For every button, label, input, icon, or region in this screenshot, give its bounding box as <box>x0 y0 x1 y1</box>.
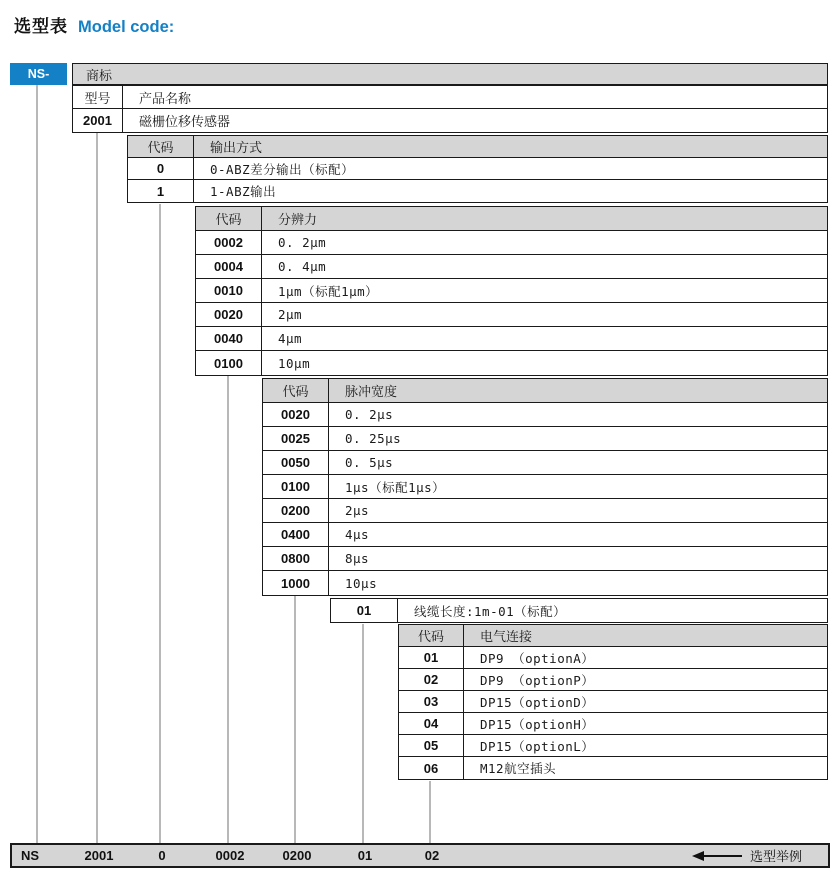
brand-label: 商标 <box>86 67 113 83</box>
desc-cell: 4μs <box>345 527 370 542</box>
code-cell: 0010 <box>196 279 262 302</box>
output-mode-table <box>127 135 828 203</box>
example-label: 选型举例 <box>750 849 803 864</box>
code-cell: 0004 <box>196 255 262 278</box>
desc-cell: DP9 （optionP） <box>480 672 595 688</box>
code-cell: 0100 <box>263 475 329 498</box>
arrow-left-icon <box>692 851 704 861</box>
code-cell: 05 <box>399 735 464 756</box>
desc-header-cell: 脉冲宽度 <box>345 384 398 399</box>
desc-header-cell: 分辨力 <box>278 212 318 227</box>
table-row <box>196 231 827 255</box>
code-cell: 1000 <box>263 571 329 595</box>
desc-cell: DP15（optionH） <box>480 716 595 732</box>
desc-cell: 1μm（标配1μm） <box>278 283 379 299</box>
table-row <box>263 547 827 571</box>
page-title <box>14 12 174 37</box>
desc-cell: 0. 4μm <box>278 259 327 274</box>
code-cell: 0 <box>128 158 194 179</box>
code-cell: 1 <box>128 180 194 202</box>
table-row <box>399 713 827 735</box>
desc-cell: 0. 5μs <box>345 455 394 470</box>
code-cell: 0020 <box>196 303 262 326</box>
code-header-cell: 型号 <box>73 86 123 108</box>
table-row <box>263 475 827 499</box>
connector-line <box>362 624 364 843</box>
table-row <box>196 327 827 351</box>
example-code: 01 <box>357 848 373 863</box>
code-cell: 0200 <box>263 499 329 522</box>
model-number-table <box>72 85 828 133</box>
example-code: 0002 <box>215 848 245 863</box>
code-header-cell: 代码 <box>128 136 194 157</box>
table-row <box>196 279 827 303</box>
header-row <box>196 207 827 231</box>
table-row <box>399 669 827 691</box>
header-row <box>399 625 827 647</box>
code-cell: 02 <box>399 669 464 690</box>
code-cell: 0040 <box>196 327 262 350</box>
table-row <box>263 451 827 475</box>
selection-example-arrow <box>692 845 802 866</box>
connector-line <box>227 376 229 843</box>
table-row <box>263 523 827 547</box>
code-cell: 0400 <box>263 523 329 546</box>
connector-line <box>294 596 296 843</box>
desc-cell: 10μm <box>278 355 311 371</box>
selection-example-row <box>10 843 830 868</box>
header-row <box>128 136 827 158</box>
desc-cell: 2μs <box>345 503 370 518</box>
desc-cell: 0. 2μm <box>278 235 327 250</box>
table-row <box>128 180 827 202</box>
header-row <box>73 86 827 109</box>
table-row <box>263 499 827 523</box>
title-zh: 选型表 <box>14 17 68 36</box>
header-row <box>263 379 827 403</box>
pulse-width-table <box>262 378 828 596</box>
example-code: NS <box>20 848 40 863</box>
table-row <box>128 158 827 180</box>
code-header-cell: 代码 <box>263 379 329 402</box>
desc-cell: 4μm <box>278 331 303 346</box>
model-prefix-badge: NS- <box>10 63 67 85</box>
code-cell: 06 <box>399 757 464 779</box>
desc-cell: 8μs <box>345 551 370 566</box>
code-cell: 0002 <box>196 231 262 254</box>
title-en: Model code: <box>78 18 175 36</box>
code-header-cell: 代码 <box>399 625 464 646</box>
example-code: 0200 <box>282 848 312 863</box>
table-row <box>263 427 827 451</box>
example-code: 2001 <box>84 848 114 863</box>
code-cell: 2001 <box>73 109 123 132</box>
desc-cell: 2μm <box>278 307 303 322</box>
table-row <box>196 303 827 327</box>
table-row <box>196 255 827 279</box>
desc-cell: 0. 2μs <box>345 407 394 422</box>
code-cell: 0800 <box>263 547 329 570</box>
desc-cell: 1μs（标配1μs） <box>345 479 446 495</box>
table-row <box>399 757 827 779</box>
table-row <box>399 735 827 757</box>
code-cell: 01 <box>331 599 398 622</box>
electrical-connection-table <box>398 624 828 780</box>
connector-line <box>96 133 98 843</box>
desc-header-cell: 产品名称 <box>139 90 192 106</box>
desc-cell: M12航空插头 <box>480 761 557 776</box>
desc-cell: DP9 （optionA） <box>480 650 595 666</box>
connector-line <box>36 85 38 843</box>
code-cell: 0100 <box>196 351 262 375</box>
code-header-cell: 代码 <box>196 207 262 230</box>
resolution-table <box>195 206 828 376</box>
desc-cell: 线缆长度:1m-01（标配） <box>414 603 567 619</box>
cable-length-table <box>330 598 828 623</box>
brand-header-row <box>73 64 827 84</box>
desc-cell: DP15（optionL） <box>480 738 595 754</box>
desc-header-cell: 输出方式 <box>210 140 263 155</box>
table-row <box>331 599 827 622</box>
table-row <box>196 351 827 375</box>
code-cell: 0020 <box>263 403 329 426</box>
example-code: 0 <box>158 848 166 863</box>
table-row <box>73 109 827 132</box>
code-cell: 01 <box>399 647 464 668</box>
desc-cell: 10μs <box>345 575 378 591</box>
code-cell: 0050 <box>263 451 329 474</box>
desc-cell: 0-ABZ差分输出（标配） <box>210 161 355 177</box>
brand-table <box>72 63 828 85</box>
code-cell: 0025 <box>263 427 329 450</box>
table-row <box>399 647 827 669</box>
arrow-tail <box>704 855 742 857</box>
desc-cell: 磁栅位移传感器 <box>139 114 231 129</box>
table-row <box>263 571 827 595</box>
desc-cell: 0. 25μs <box>345 431 402 446</box>
desc-cell: 1-ABZ输出 <box>210 184 277 199</box>
table-row <box>399 691 827 713</box>
connector-line <box>429 781 431 843</box>
connector-line <box>159 204 161 843</box>
desc-header-cell: 电气连接 <box>480 629 533 644</box>
code-cell: 03 <box>399 691 464 712</box>
desc-cell: DP15（optionD） <box>480 694 595 710</box>
example-code: 02 <box>424 848 440 863</box>
table-row <box>263 403 827 427</box>
code-cell: 04 <box>399 713 464 734</box>
